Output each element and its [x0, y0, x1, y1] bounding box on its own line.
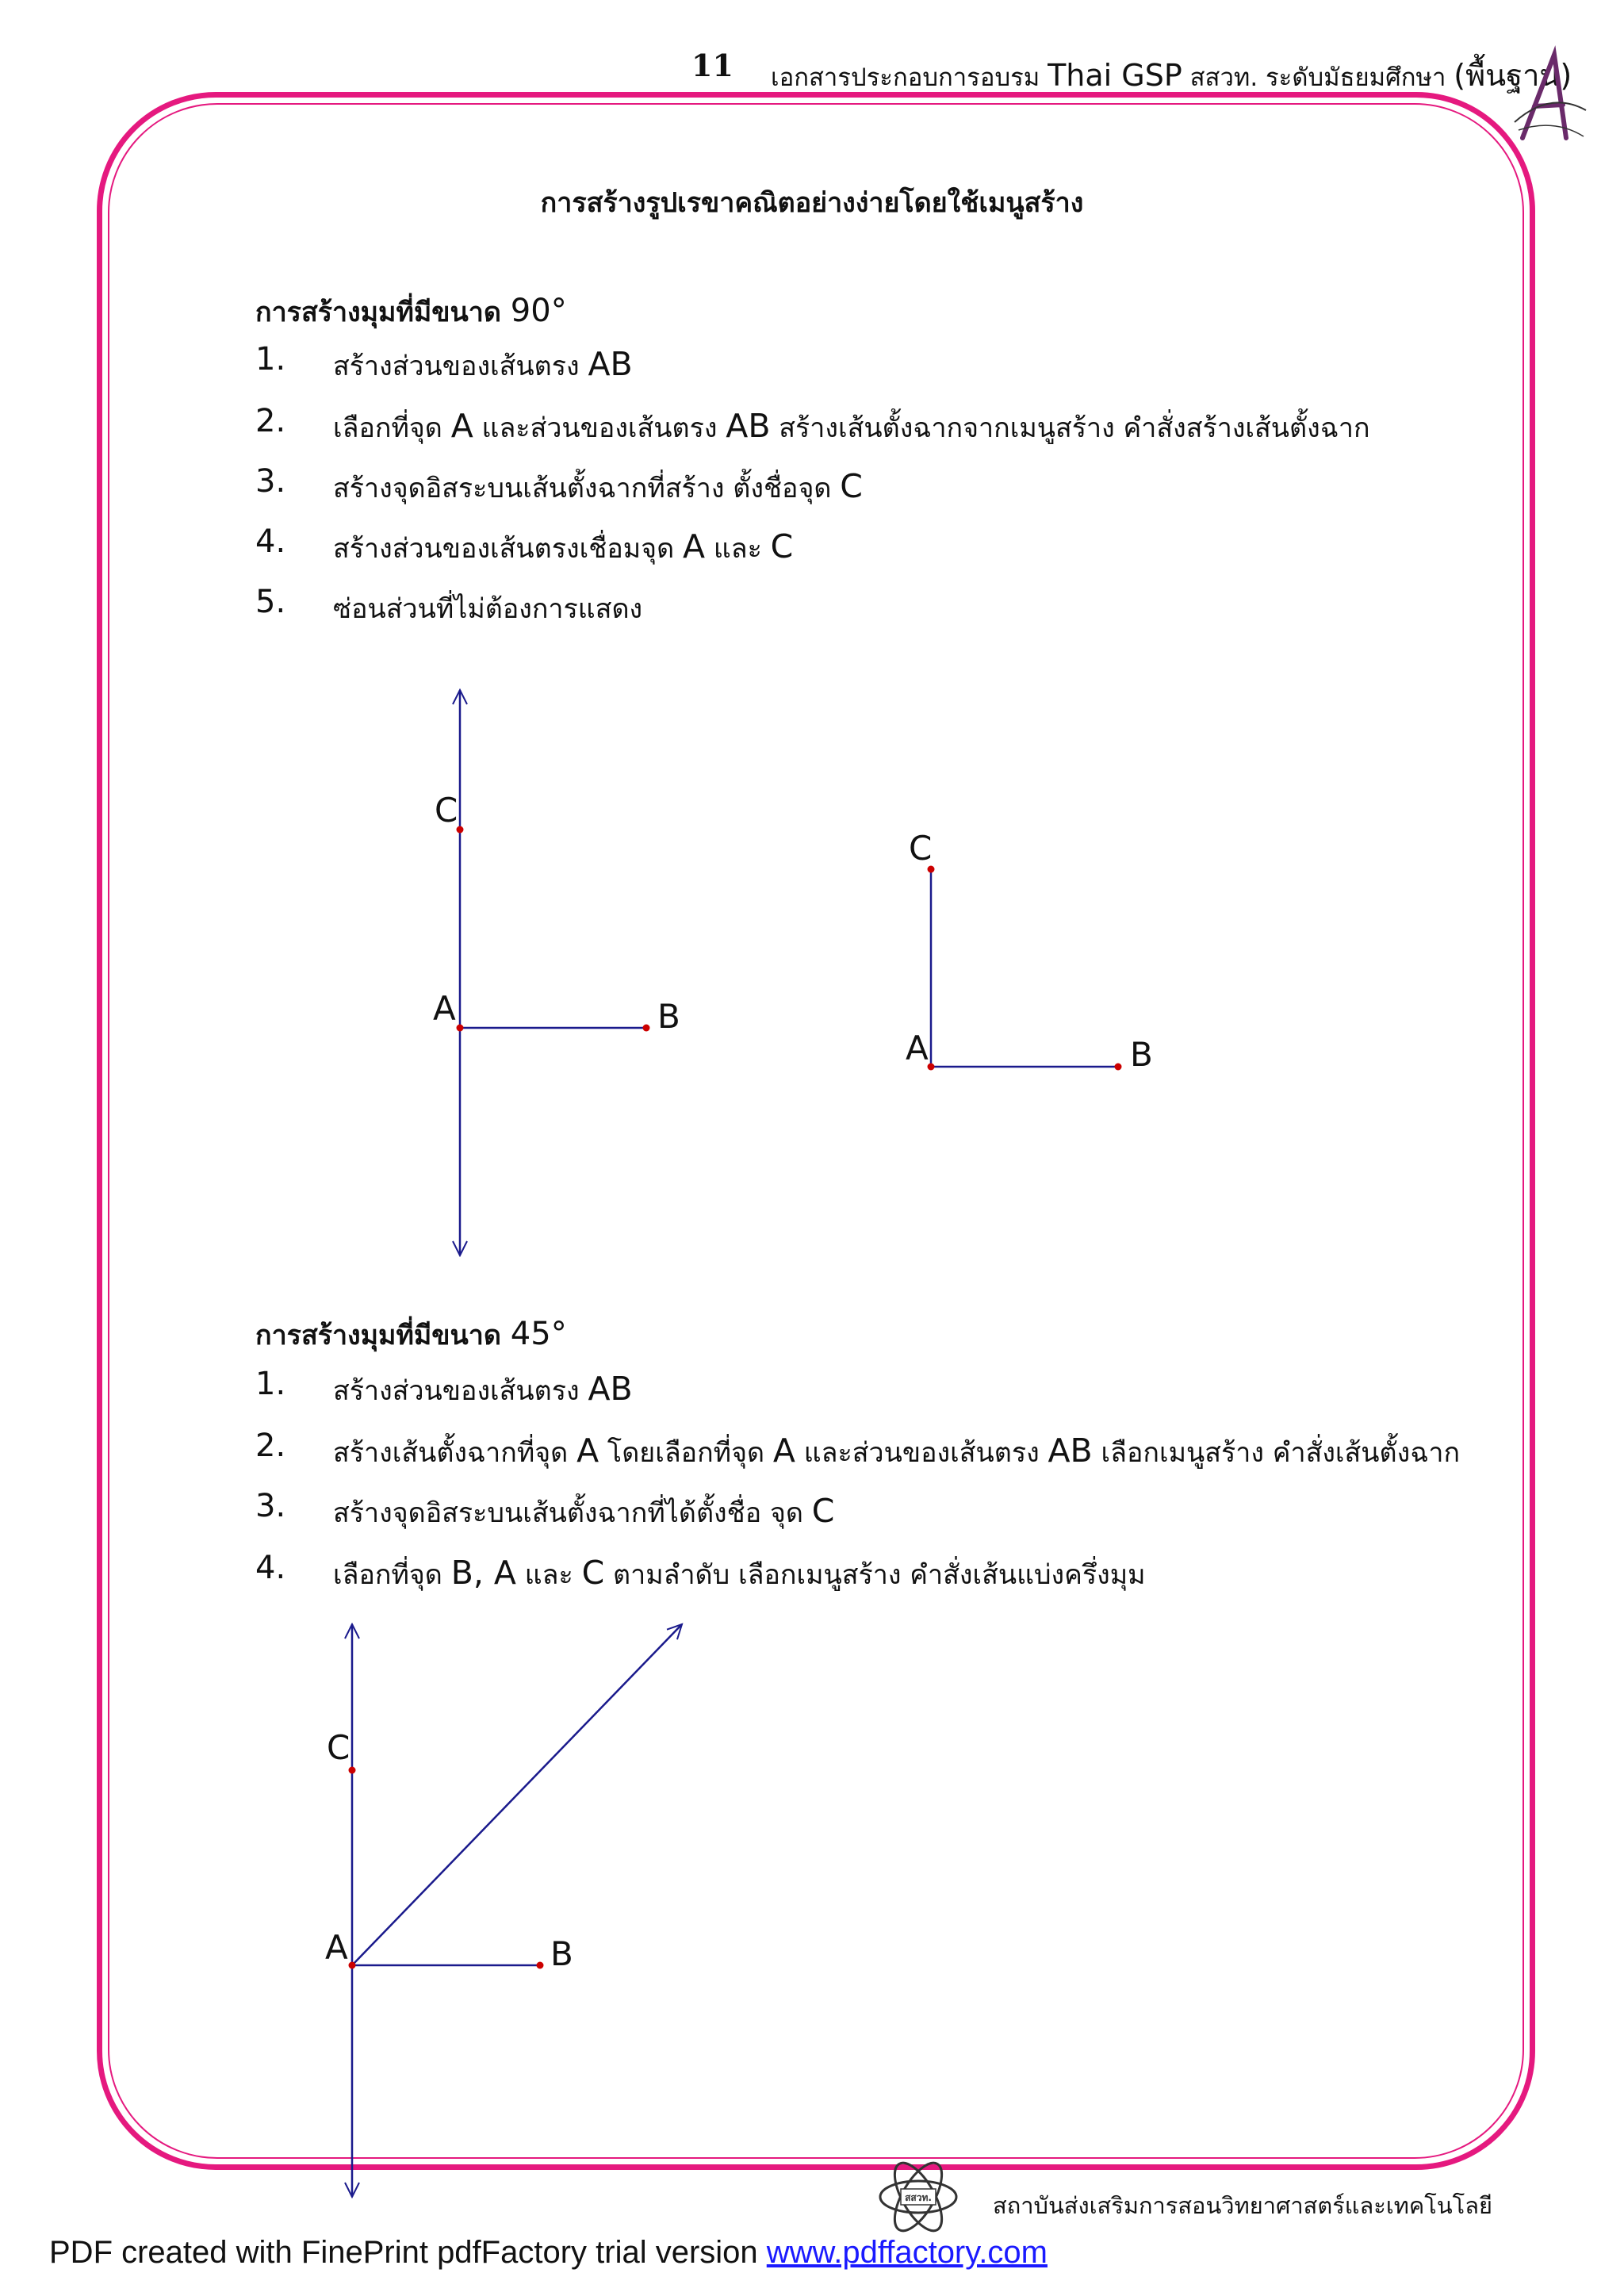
- section1-step-part: C: [840, 467, 863, 505]
- section2-step-part: และ: [515, 1559, 582, 1591]
- section2-step-number: 1.: [255, 1366, 286, 1402]
- label-a: A: [433, 989, 456, 1028]
- section1-step-number: 1.: [255, 341, 286, 378]
- point-c: [349, 1767, 356, 1774]
- section1-step-part: C: [770, 527, 794, 565]
- point-b: [1115, 1064, 1122, 1071]
- section2-step-part: A: [576, 1432, 599, 1470]
- point-b: [537, 1962, 544, 1969]
- section1-step-part: ซ่อนส่วนที่ไม่ต้องการแสดง: [333, 593, 643, 625]
- section1-step-part: A: [682, 527, 706, 565]
- section1-step-part: สร้างจุดอิสระบนเส้นตั้งฉากที่สร้าง ตั้งชื่อจุด: [333, 473, 841, 504]
- section2-degree: 45°: [510, 1316, 567, 1352]
- label-b: B: [1130, 1035, 1153, 1074]
- section1-step-number: 5.: [255, 584, 286, 620]
- section1-step-part: สร้างเส้นตั้งฉากจากเมนูสร้าง คำสั่งสร้างเส้นตั้งฉาก: [770, 412, 1370, 444]
- label-b: B: [550, 1934, 573, 1973]
- section1-step-part: เลือกที่จุด: [333, 412, 451, 444]
- section2-step-part: สร้างส่วนของเส้นตรง: [333, 1375, 588, 1407]
- section1-step-part: AB: [726, 407, 771, 445]
- diagram-45-construction: [325, 1624, 682, 2197]
- page-number: 11: [691, 48, 733, 83]
- section1-step-part: และส่วนของเส้นตรง: [473, 412, 726, 444]
- section2-step-part: สร้างจุดอิสระบนเส้นตั้งฉากที่ได้ตั้งชื่อ จุด: [333, 1497, 812, 1529]
- section1-step-part: A: [450, 407, 473, 445]
- page-title: การสร้างรูปเรขาคณิตอย่างง่ายโดยใช้เมนูสร้าง: [540, 187, 1084, 219]
- section1-step-number: 2.: [255, 403, 286, 439]
- section2-step-number: 2.: [255, 1428, 286, 1464]
- label-b: B: [657, 997, 680, 1036]
- header-program: Thai GSP: [1048, 58, 1182, 93]
- section2-step-part: โดยเลือกที่จุด: [599, 1437, 773, 1469]
- ipst-logo-icon: [871, 2157, 966, 2237]
- section2-heading-text: การสร้างมุมที่มีขนาด: [255, 1320, 501, 1351]
- section2-step-part: B, A: [450, 1554, 516, 1592]
- footer-institute: สถาบันส่งเสริมการสอนวิทยาศาสตร์และเทคโนโลยี: [993, 2192, 1492, 2219]
- section1-step-part: AB: [588, 345, 633, 383]
- section2-step-number: 3.: [255, 1488, 286, 1524]
- section2-step-part: สร้างเส้นตั้งฉากที่จุด: [333, 1437, 577, 1469]
- section2-step-part: C: [811, 1492, 835, 1530]
- section1-step-number: 3.: [255, 463, 286, 500]
- section1-degree: 90°: [510, 293, 567, 329]
- section1-step-number: 4.: [255, 523, 286, 560]
- diagram-90-construction: [433, 690, 680, 1255]
- point-b: [643, 1025, 650, 1032]
- section2-step-part: ตามลำดับ เลือกเมนูสร้าง คำสั่งเส้นแบ่งครึ่งมุม: [604, 1559, 1146, 1591]
- section2-step-part: และส่วนของเส้นตรง: [795, 1437, 1048, 1469]
- header-text-before: เอกสารประกอบการอบรม: [771, 63, 1040, 92]
- section2-step-part: C: [581, 1554, 605, 1592]
- label-c: C: [435, 791, 458, 830]
- section2-step-part: AB: [588, 1370, 633, 1408]
- header-text-after: สสวท. ระดับมัธยมศึกษา: [1189, 63, 1446, 92]
- section1-step-part: และ: [705, 533, 771, 565]
- angle-bisector-ray: [352, 1624, 682, 1965]
- point-a: [457, 1025, 464, 1032]
- point-a: [928, 1064, 935, 1071]
- section1-step-part: สร้างส่วนของเส้นตรง: [333, 351, 588, 382]
- label-a: A: [325, 1928, 348, 1967]
- section2-step-part: A: [772, 1432, 795, 1470]
- section1-heading-text: การสร้างมุมที่มีขนาด: [255, 297, 501, 328]
- watermark-link[interactable]: www.pdffactory.com: [766, 2235, 1048, 2270]
- logo-text: สสวท.: [905, 2192, 932, 2203]
- diagram-90-result: [906, 829, 1153, 1074]
- label-c: C: [909, 829, 933, 868]
- section1-step-part: สร้างส่วนของเส้นตรงเชื่อมจุด: [333, 533, 683, 565]
- label-a: A: [906, 1029, 929, 1068]
- section2-step-part: AB: [1048, 1432, 1093, 1470]
- point-a: [349, 1962, 356, 1969]
- label-c: C: [327, 1728, 350, 1767]
- watermark-text: PDF created with FinePrint pdfFactory trial version: [49, 2235, 767, 2270]
- header-level: (พื้นฐาน): [1454, 58, 1572, 93]
- section2-step-part: เลือกที่จุด: [333, 1559, 451, 1591]
- section2-step-number: 4.: [255, 1550, 286, 1586]
- pdf-watermark: [49, 2235, 1048, 2271]
- section2-step-part: เลือกเมนูสร้าง คำสั่งเส้นตั้งฉาก: [1092, 1437, 1461, 1469]
